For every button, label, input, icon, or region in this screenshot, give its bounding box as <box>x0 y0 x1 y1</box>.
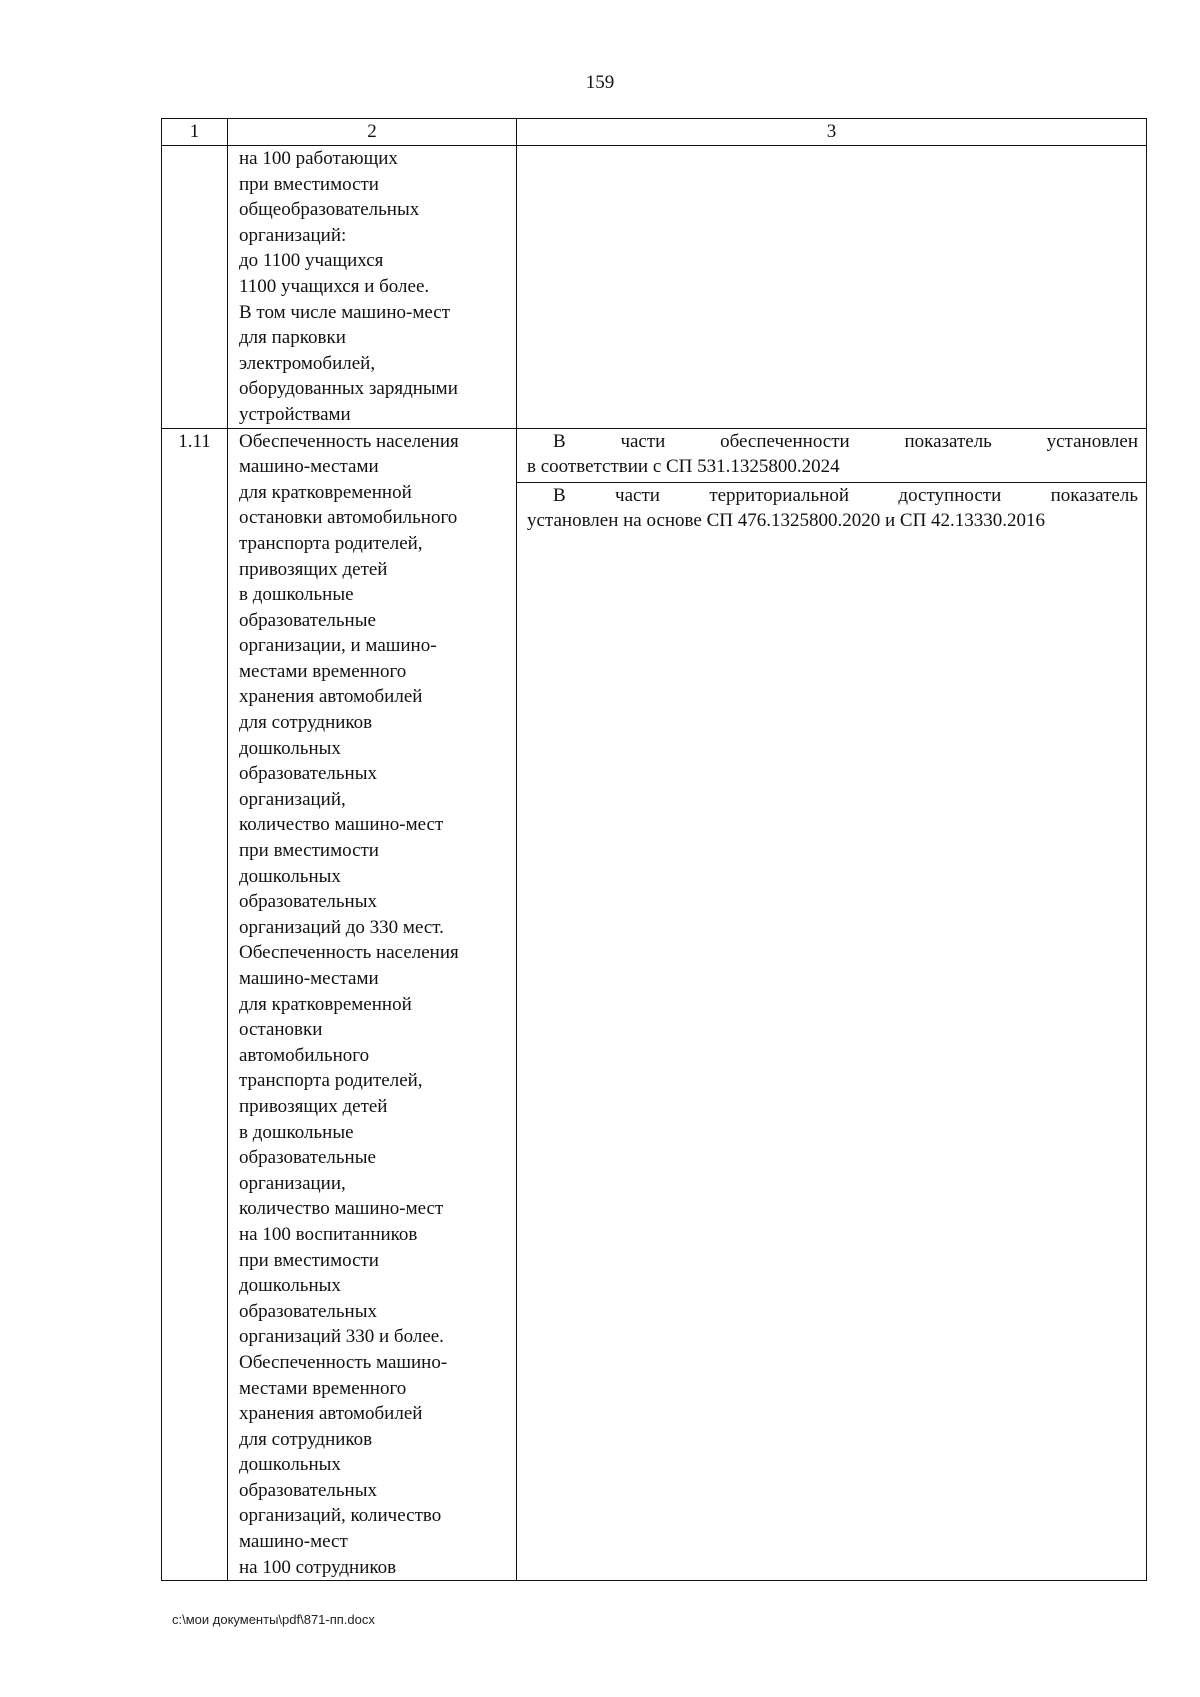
description-line: машино-местами <box>239 456 379 478</box>
row-notes-cell <box>517 146 1147 429</box>
header-col-2: 2 <box>228 119 517 146</box>
row-description-cell <box>228 428 517 1581</box>
description-line: количество машино-мест <box>239 1198 444 1220</box>
description-line: для парковки <box>239 327 346 349</box>
description-line: дошкольных <box>239 1275 341 1297</box>
row-number-cell: 1.11 <box>162 428 228 1581</box>
description-line: для кратковременной <box>239 993 412 1015</box>
footer-file-path: c:\мои документы\pdf\871-пп.docx <box>172 1612 375 1627</box>
description-line: до 1100 учащихся <box>239 250 384 272</box>
description-line: на 100 работающих <box>239 148 398 169</box>
description-line: на 100 воспитанников <box>239 1223 418 1245</box>
table-row-continuation <box>162 146 1147 429</box>
note-provision-line-1: В части обеспеченности показатель установлен <box>553 430 1138 452</box>
standards-table <box>161 118 1147 1581</box>
description-line: организаций 330 и более. <box>239 1326 444 1348</box>
description-line: организаций, количество <box>239 1505 442 1527</box>
description-line: 1100 учащихся и более. <box>239 275 430 297</box>
description-line: Обеспеченность населения <box>239 430 459 452</box>
description-line: машино-мест <box>239 1531 348 1553</box>
description-line: электромобилей, <box>239 352 376 374</box>
description-line: для сотрудников <box>239 1428 373 1450</box>
description-line: хранения автомобилей <box>239 686 423 708</box>
note-provision-line-2: в соответствии с СП 531.1325800.2024 <box>527 456 840 478</box>
description-line: образовательных <box>239 1479 377 1501</box>
description-line: устройствами <box>239 403 351 425</box>
description-line: организаций, <box>239 788 346 810</box>
header-col-3: 3 <box>517 119 1147 146</box>
description-line: организации, и машино- <box>239 635 437 657</box>
description-line: местами временного <box>239 660 407 682</box>
description-line: количество машино-мест <box>239 814 444 836</box>
description-line: привозящих детей <box>239 1095 388 1117</box>
description-line: организации, <box>239 1172 346 1194</box>
description-line: при вместимости <box>239 173 379 195</box>
header-col-1: 1 <box>162 119 228 146</box>
description-line: остановки автомобильного <box>239 507 458 529</box>
row-number-cell <box>162 146 228 429</box>
description-line: оборудованных зарядными <box>239 378 458 400</box>
page-number: 159 <box>585 72 615 93</box>
description-line: дошкольных <box>239 865 341 887</box>
note-provision <box>517 429 1146 480</box>
description-line: образовательных <box>239 763 377 785</box>
description-line: при вместимости <box>239 840 379 862</box>
description-line: транспорта родителей, <box>239 1070 423 1092</box>
note-accessibility-line-2: установлен на основе СП 476.1325800.2020 и СП 42.13330.2016 <box>527 510 1046 532</box>
description-line: для сотрудников <box>239 712 373 734</box>
description-line: для кратковременной <box>239 481 412 503</box>
description-line: Обеспеченность машино- <box>239 1351 448 1373</box>
description-line: образовательные <box>239 1147 376 1169</box>
description-line: привозящих детей <box>239 558 388 580</box>
description-line: на 100 сотрудников <box>239 1556 397 1578</box>
description-line: Обеспеченность населения <box>239 942 459 964</box>
description-line: при вместимости <box>239 1249 379 1271</box>
description-line: организаций до 330 мест. <box>239 916 444 938</box>
description-line: организаций: <box>239 224 347 246</box>
description-line: образовательные <box>239 609 376 631</box>
description-line: образовательных <box>239 1300 377 1322</box>
row-notes-cell <box>517 428 1147 1581</box>
table-row-1-11 <box>162 428 1147 1581</box>
description-line: в дошкольные <box>239 584 354 606</box>
description-line: общеобразовательных <box>239 199 420 221</box>
note-accessibility <box>517 483 1146 534</box>
note-accessibility-line-1: В части территориальной доступности показатель <box>553 484 1138 506</box>
description-line: В том числе машино-мест <box>239 301 450 323</box>
description-line: в дошкольные <box>239 1121 354 1143</box>
description-line: автомобильного <box>239 1044 370 1066</box>
description-line: остановки <box>239 1019 323 1041</box>
description-line: машино-местами <box>239 968 379 989</box>
row-description-cell <box>228 146 517 429</box>
table-header-row <box>162 119 1147 146</box>
description-line: транспорта родителей, <box>239 532 423 554</box>
description-line: местами временного <box>239 1377 407 1399</box>
description-line: дошкольных <box>239 1454 341 1476</box>
description-line: дошкольных <box>239 737 341 759</box>
description-line: хранения автомобилей <box>239 1403 423 1425</box>
description-line: образовательных <box>239 891 377 913</box>
